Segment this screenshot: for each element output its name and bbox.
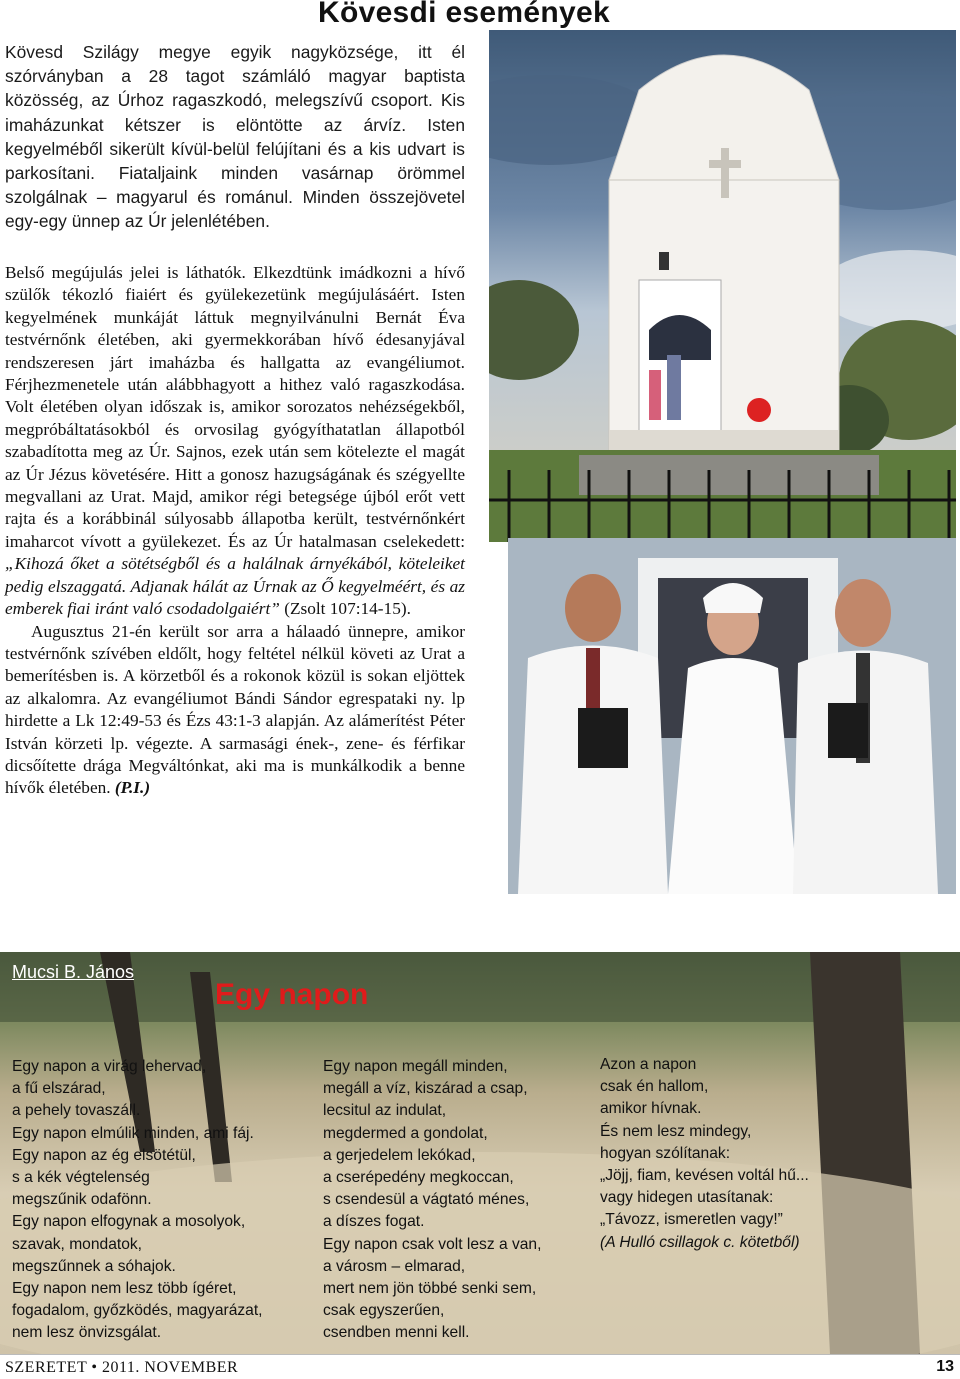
poem-line: amikor hívnak. (600, 1100, 702, 1118)
poem-line: szavak, mondatok, (12, 1235, 143, 1253)
poem-line: „Távozz, ismeretlen vagy!” (600, 1211, 783, 1229)
poem-column-3 (600, 1054, 809, 1254)
article-quote: „Kihozá őket a sötétségből és a halálnak árnyékából, köteleiket pedig elszaggatá. Adjanak hálát az Úrnak az Ő kegyelméért, és az emberek fiai iránt való csodadolgaiért” (5, 554, 465, 619)
article-reference: (Zsolt 107:14-15). (279, 599, 411, 619)
poem-source: (A Hulló csillagok c. kötetből) (600, 1233, 800, 1251)
poem-line: mert nem jön többé senki sem, (323, 1280, 537, 1298)
footer-publication: SZERETET • 2011. NOVEMBER (5, 1359, 239, 1376)
poem-line: s a kék végtelenség (12, 1169, 150, 1187)
poem-line: Egy napon nem lesz több ígéret, (12, 1280, 237, 1298)
poem-column-1 (12, 1056, 263, 1345)
poem-line: hogyan szólítanak: (600, 1144, 731, 1162)
intro-text: Kövesd Szilágy megye egyik nagyközsége, itt él szórványban a 28 tagot számláló magyar baptista közösség, az Úrhoz ragaszkodó, melegszívű csoport. Kis imaházunkat kétszer is elöntötte az árvíz. Isten kegyelméből sikerült kívül-belül felújítani és a kis udvart is parkosítani. Fiataljaink minden vasárnap örömmel szolgálnak – magyarul és románul. Minden összejövetel egy-egy ünnep az Úr jelenlétében. (5, 42, 465, 232)
poem-line: Egy napon elfogynak a mosolyok, (12, 1213, 246, 1231)
poem-line: Egy napon az ég elsötétül, (12, 1146, 196, 1164)
page-title: Kövesdi események (318, 0, 610, 29)
poem-line: Egy napon megáll minden, (323, 1058, 508, 1075)
poem-line: Azon a napon (600, 1056, 697, 1073)
page-number: 13 (936, 1358, 954, 1375)
poem-line: nem lesz önvizsgálat. (12, 1324, 162, 1342)
poem-line: megszűnnek a sóhajok. (12, 1257, 176, 1275)
poem-line: a gerjedelem lekókad, (323, 1146, 476, 1164)
poem-column-2 (323, 1056, 541, 1345)
footer-divider (0, 1354, 960, 1355)
poem-author: Mucsi B. János (12, 962, 135, 982)
poem-line: „Jöjj, fiam, kevésen voltál hű... (600, 1167, 809, 1185)
article-paragraph-1 (5, 262, 465, 621)
poem-line: Egy napon elmúlik minden, ami fáj. (12, 1124, 254, 1142)
church-photo (489, 30, 956, 542)
article-paragraph-2 (5, 621, 465, 800)
article-p2-text: Augusztus 21-én került sor arra a hálaadó ünnepre, amikor testvérnőnk szívében eldőlt, hogy feltétel nélkül követi az Urat a bemerítésben is. A körzetből és a rokonok közül is sokan eljöttek az alkalomra. Az evangéliumot Bándi Sándor egrespataki ny. lp hirdette a Lk 12:49-53 és Ézs 43:1-3 alapján. Az alámerítést Péter István körzeti lp. végezte. A sarmasági ének-, zene- és férfikar dicsőítette drága Megváltónkat, aki ma is munkálkodik a benne hívők életében. (5, 621, 465, 798)
poem-line: a pehely tovaszáll. (12, 1102, 141, 1120)
poem-line: megdermed a gondolat, (323, 1124, 488, 1142)
article-signature: (P.I.) (114, 778, 151, 798)
baptism-group-photo (508, 538, 956, 894)
poem-line: csendben menni kell. (323, 1324, 470, 1342)
article-p1-text: Belső megújulás jelei is láthatók. Elkezdtünk imádkozni a hívő szülők tékozló fiaiért és gyülekezetünk megújulásáért. Isten kegyelmének munkáját láttuk megnyilvánulni Bernát Éva testvérnőnk életében, aki gyermekkorában hívő édesanyjával rendszeresen járt imaházba és hallgatta az evangéliumot. Férjhezmenetele után alábbhagyott a hithez való ragaszkodása. Volt életében olyan időszak is, amikor sorozatos nehézségekből, megpróbáltatásokból és orvosilag gyógyíthatatlan állapotból szabadította meg az Úr. Sajnos, ezek után sem kötelezte el magát az Úr Jézus követésére. Hitt a gonosz hazugságának és szégyellte megvallani az Urat. Majd, amikor régi betegsége újból erőt vett rajta és a korábbinál súlyosabb állapotba került, testvérnőnkért imaharcot vívott a gyülekezet. És az Úr hatalmasan cselekedett: (5, 263, 465, 551)
poem-line: lecsitul az indulat, (323, 1102, 447, 1120)
poem-line: a városm – elmarad, (323, 1257, 466, 1275)
poem-line: a díszes fogat. (323, 1213, 425, 1231)
article-body (5, 262, 465, 800)
poem-line: És nem lesz mindegy, (600, 1122, 752, 1140)
poem-line: Egy napon a virág lehervad, (12, 1058, 207, 1075)
poem-line: fogadalom, győzködés, magyarázat, (12, 1302, 263, 1320)
poem-line: a fű elszárad, (12, 1080, 106, 1098)
intro-paragraph (5, 40, 465, 234)
poem-line: Egy napon csak volt lesz a van, (323, 1235, 542, 1253)
poem-line: csak én hallom, (600, 1078, 709, 1096)
poem-line: megáll a víz, kiszárad a csap, (323, 1080, 528, 1098)
poem-line: vagy hidegen utasítanak: (600, 1189, 774, 1207)
poem-title: Egy napon (215, 978, 369, 1011)
poem-line: a cserépedény megkoccan, (323, 1169, 514, 1187)
poem-line: megszűnik odafönn. (12, 1191, 152, 1209)
poem-line: s csendesül a vágtató ménes, (323, 1191, 530, 1209)
poem-line: csak egyszerűen, (323, 1302, 445, 1320)
